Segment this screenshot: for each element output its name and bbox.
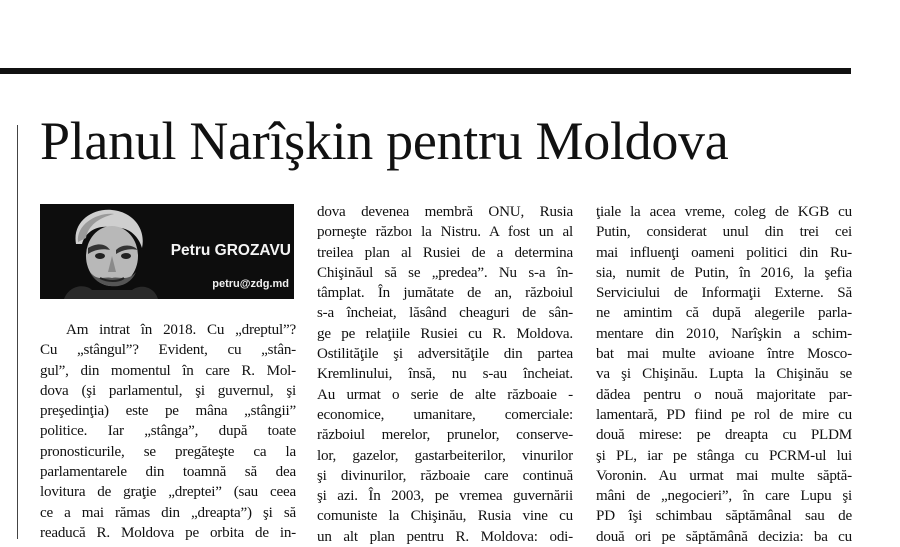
text-line: preşedinţia) este pe mâna „stângii”: [40, 403, 296, 420]
text-line: dova devenea membră ONU, Rusia: [317, 204, 573, 220]
text-line: Am intrat în 2018. Cu „dreptul”?: [66, 322, 296, 338]
text-line: două mirese: pe dreapta cu PLDM: [596, 427, 852, 444]
text-line: bat mai multe avioane între Mosco-: [596, 346, 852, 363]
article-column-2: [317, 202, 573, 547]
text-line: Ostilităţile şi adversităţile din partea: [317, 346, 573, 363]
text-line: dădea pentru o nouă majoritate par-: [596, 386, 852, 403]
text-line: lovitura de graţie „dreptei” (sau ceea: [40, 484, 296, 501]
text-line: ţiale la acea vreme, coleg de KGB cu: [596, 204, 852, 220]
text-line: şi divinurilor, războaie care continuă: [317, 467, 573, 484]
text-line: parlamentarele din toamnă să dea: [40, 464, 296, 481]
text-line: porneşte războı la Nistru. A fost un al: [317, 224, 573, 241]
text-line: ce a mai rămas din „dreapta”) şi să: [40, 504, 296, 521]
text-line: readucă R. Moldova pe orbita de in-: [40, 524, 296, 541]
text-line: gul”, din momentul în care R. Mol-: [40, 362, 296, 379]
text-line: sia, numit de Putin, în 2016, la şefia: [596, 264, 852, 281]
text-line: Serviciului de Informaţii Externe. Să: [596, 285, 852, 302]
text-line: Cu „stângul”? Evident, cu „stân-: [40, 342, 296, 359]
text-line: economice, umanitare, comerciale:: [317, 406, 573, 423]
column-divider: [17, 125, 18, 539]
text-line: mai influenţi oameni politici din Ru-: [596, 244, 852, 261]
text-line: mâni de „negocieri”, în care Lupu şi: [596, 488, 852, 505]
author-name: Petru GROZAVU: [170, 242, 291, 259]
author-email: petru@zdg.md: [212, 278, 289, 290]
text-line: s-a încheiat, lăsând cheaguri de sân-: [317, 305, 573, 322]
text-line: politice. Iar „stânga”, după toate: [40, 423, 296, 440]
text-line: dova (şi parlamentul, şi guvernul, şi: [40, 382, 296, 399]
article-title: Planul Narîşkin pentru Moldova: [40, 111, 729, 171]
text-line: şi azi. În 2003, pe vremea guvernării: [317, 488, 573, 505]
text-line: tâmplat. În jumătate de an, războiul: [317, 285, 573, 302]
text-line: ge pe relaţiile Rusiei cu R. Moldova.: [317, 325, 573, 342]
text-line: pronosticurile, se pregăteşte ca la: [40, 443, 296, 460]
text-line: comuniste la Chişinău, Rusia vine cu: [317, 508, 573, 525]
text-line: treilea plan al Rusiei de a determina: [317, 244, 573, 261]
text-line: un alt plan pentru R. Moldova: odi-: [317, 528, 573, 545]
text-line: două ori pe săptămână decizia: ba cu: [596, 528, 852, 545]
text-line: Au urmat o serie de alte războaie -: [317, 386, 573, 403]
text-line: lamentară, PD fiind pe rol de mire cu: [596, 406, 852, 423]
text-line: ne amintim că după alegerile parla-: [596, 305, 852, 322]
text-line: Chişinăul să se „predea”. Nu s-a în-: [317, 264, 573, 281]
author-byline-box: [40, 204, 294, 299]
top-rule: [0, 68, 851, 74]
text-line: va şi Chişinău. Lupta la Chişinău se: [596, 366, 852, 383]
article-column-1: [40, 320, 296, 543]
text-line: PD îşi schimbau săptămânal sau de: [596, 508, 852, 525]
text-line: Kremlinului, însă, nu s-au încheiat.: [317, 366, 573, 383]
author-portrait: [58, 204, 158, 299]
text-line: mentare din 2010, Narîşkin a schim-: [596, 325, 852, 342]
text-line: Voronin. Au urmat mai multe săptă-: [596, 467, 852, 484]
text-line: războiul merelor, prunelor, conserve-: [317, 427, 573, 444]
text-line: lor, gazelor, gastarbeiterilor, vinurilor: [317, 447, 573, 464]
text-line: şi PL, iar pe stânga cu PCRM-ul lui: [596, 447, 852, 464]
article-column-3: [596, 202, 852, 547]
text-line: Putin, considerat unul din trei cei: [596, 224, 852, 241]
